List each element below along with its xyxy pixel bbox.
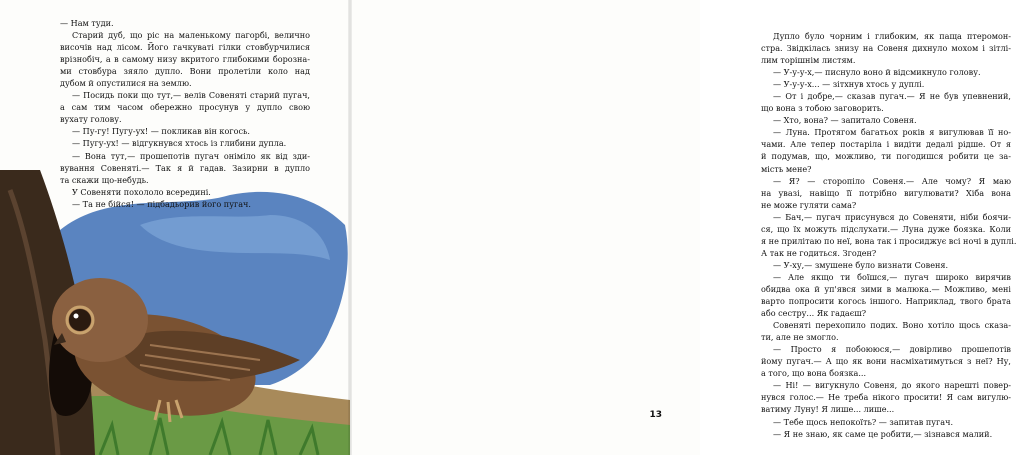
paragraph [749,271,1011,319]
text-line: варто попросити когось іншого. Наприклад, твого брата [761,296,1011,307]
paragraph [749,428,1011,440]
text-line: — Я не знаю, як саме це робити,— зізнався малий. [773,428,993,439]
text-line: Старий дуб, що ріс на маленькому пагорбі, велично [72,30,310,41]
text-line: — Я? — сторопіло Совеня.— Але чому? Я маю [773,175,1011,186]
text-line: ти, але не змогло. [761,332,839,343]
text-line: на увазі, навіщо її потрібно вигулювати? Хіба вона [761,187,1011,198]
text-line: що вона з тобою заговорить. [761,103,884,114]
text-line: обидва ока й уп'явся зими в малюка.— Можливо, мені [761,283,1011,294]
text-line: — Бач,— пугач присунувся до Совеняти, ніби боячи- [773,211,1011,222]
text-line: — Луна. Протягом багатьох років я вигулював її но- [773,127,1011,138]
text-line: лим торішнім листям. [761,55,856,66]
paragraph [48,198,310,210]
text-line: — У-у-у-х,— писнуло воно й відсмикнуло голову. [773,67,981,78]
text-line: — У-ху,— змушене було визнати Совеня. [773,259,949,270]
owl-illustration [0,170,350,455]
paragraph [48,89,310,125]
text-line: та скажи що-небудь. [60,174,149,185]
text-line: ватиму Луну! Я лише... лише... [761,404,895,415]
text-line: ми стовбура зяяло дупло. Вони пролетіли коло над [60,66,310,77]
text-line: — Хто, вона? — запитало Совеня. [773,115,917,126]
paragraph [749,319,1011,343]
text-line: вування Совеняті.— Так я й гадав. Зазирни в дупло [60,162,310,173]
text-line: Дупло було чорним і глибоким, як паща птеромон- [773,31,1011,41]
text-line: — Тебе щось непокоїть? — запитав пугач. [773,416,954,427]
text-line: — От і добре,— сказав пугач.— Я не був упевнений, [773,91,1011,102]
paragraph [749,211,1016,259]
text-line: чами. Але тепер постаріла і видіти дедалі рідше. От я [761,139,1011,150]
text-line: — Вона тут,— прошепотів пугач оніміло як від зди- [72,150,310,161]
paragraph [48,125,310,137]
text-line: стра. Звідкілась знизу на Совеня дихнуло мохом і зітлі- [761,43,1011,54]
paragraph [48,137,310,149]
text-line: я не прилітаю по неї, вона так і просиджує всі ночі в дуплі. [761,235,1016,246]
owl-eye-glint [74,314,79,319]
paragraph [749,416,1011,428]
text-line: — Нам туди. [60,18,114,28]
paragraph [749,343,1011,379]
paragraph [749,175,1011,211]
text-line: йому пугач.— А що як вони насміхатимуться з неї? Ну, [761,356,1011,367]
paragraph [749,259,1011,271]
text-line: не може гуляти сама? [761,199,857,210]
text-line: — Посидь поки що тут,— велів Совеняті старий пугач, [72,90,310,101]
text-line: мість мене? [761,163,812,174]
paragraph [749,126,1011,174]
text-line: — Пу-гу! Пугу-ух! — покликав він когось. [72,126,250,137]
text-line: ся, що їх можуть підслухати.— Луна дуже боязка. Коли [761,223,1011,234]
text-line: височів над лісом. Його гачкуваті гілки стовбурчилися [60,42,310,53]
text-line: а сам тим часом обережно просунув у дупло свою [60,102,310,113]
text-line: А так не годиться. Згоден? [761,247,877,258]
paragraph [749,90,1011,114]
paragraph [749,30,1011,66]
text-line: — Пугу-ух! — відгукнувся хтось із глибини дупла. [72,138,287,149]
paragraph [749,78,1011,90]
text-line: або сестру... Як гадаєш? [761,308,867,319]
left-page [0,0,350,455]
text-line: — У-у-у-х... — зітхнув хтось у дуплі. [773,79,925,90]
text-line: врізнобіч, а в самому низу вкритого глибокими борозна- [60,54,310,65]
text-line: а того, що вона боязка... [761,368,867,379]
paragraph [749,379,1011,415]
left-page-text [48,17,310,210]
text-line: — Ні! — вигукнуло Совеня, до якого нарешті повер- [773,380,1011,391]
text-line: — Але якщо ти боїшся,— пугач широко вирячив [773,271,1011,282]
text-line: Совеняті перехопило подих. Воно хотіло щось сказа- [773,320,1011,331]
text-line: — Та не бійся! — підбадьорив його пугач. [72,198,251,209]
paragraph [749,66,1011,78]
right-page [350,0,1016,455]
right-page-text [749,30,1016,440]
paragraph [48,29,310,89]
paragraph [48,150,310,186]
text-line: й подумав, що, можливо, ти погодишся робити це за- [761,151,1011,162]
text-line: вухату голову. [60,114,122,125]
text-line: — Просто я побоююся,— довірливо прошепотів [773,344,1011,355]
paragraph [48,186,310,198]
text-line: У Совеняти похололо всередині. [72,186,211,197]
text-line: нувся голос.— Не треба нікого просити! Я сам вигулю- [761,392,1011,403]
paragraph [749,114,1011,126]
paragraph [48,17,310,29]
owl-eye [69,309,91,331]
page-number: 13 [649,410,662,420]
text-line: дубом й опустилися на землю. [60,78,192,89]
